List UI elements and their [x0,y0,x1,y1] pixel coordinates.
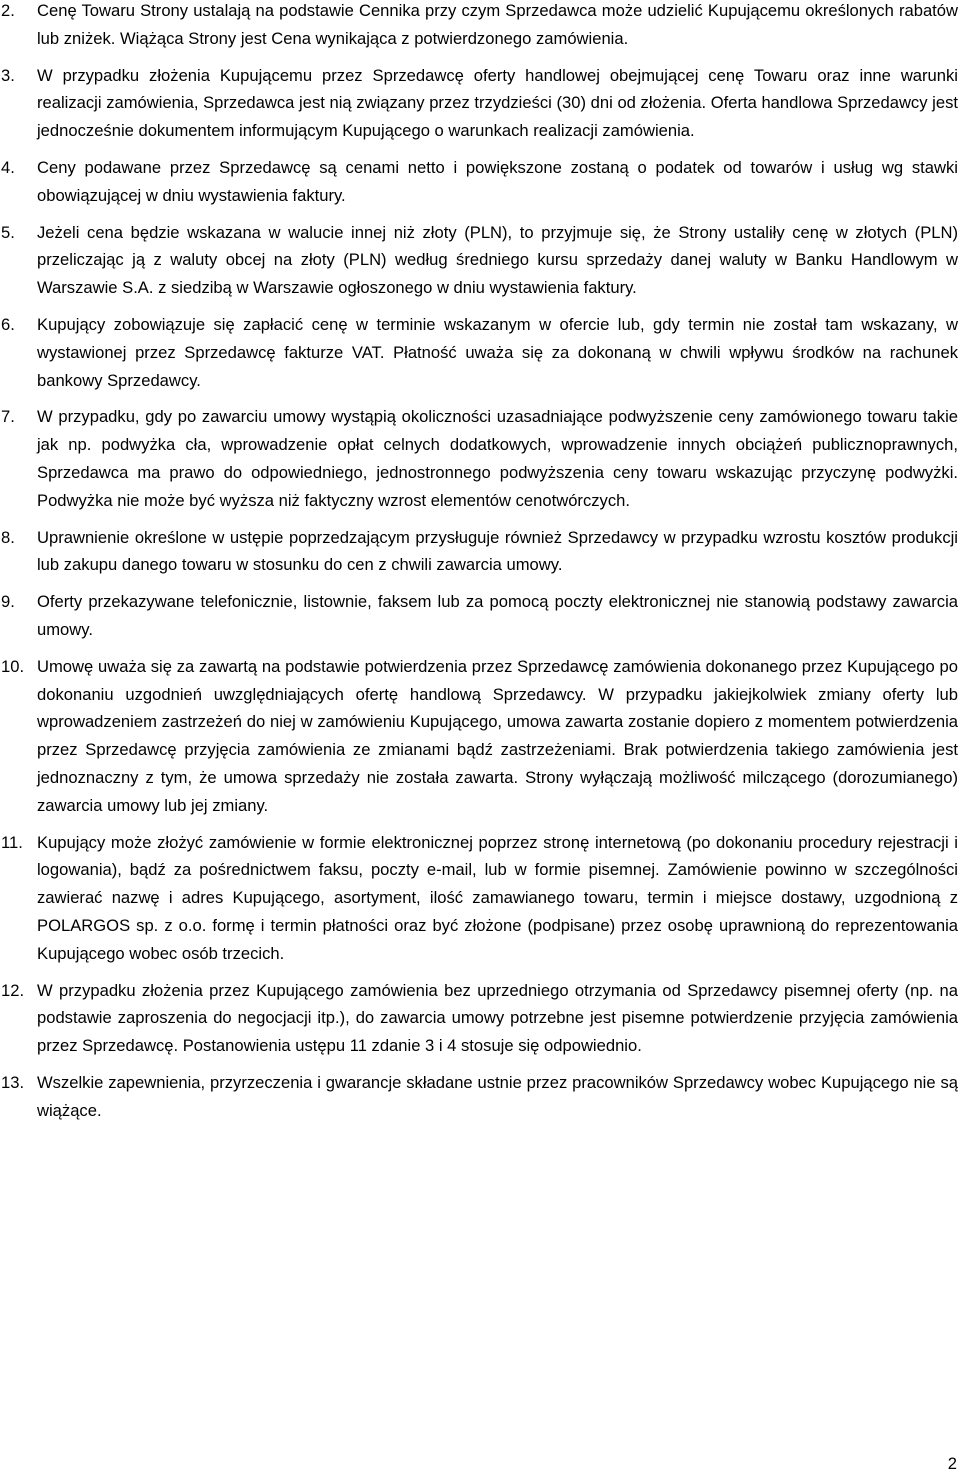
item-number: 12. [1,980,25,1000]
item-number: 2. [1,1,15,20]
list-item [0,62,960,145]
item-number: 10. [1,656,25,676]
list-item [0,829,960,968]
item-number: 11. [1,832,23,852]
item-text: W przypadku złożenia przez Kupującego zamówienia bez uprzedniego otrzymania od Sprzedawcy pisemnej oferty (np. na podstawie zaproszenia do negocjacji itp.), do zawarcia umowy potrzebne jest pisemne potwierdzenie przyjęcia zamówienia przez Sprzedawcę. Postanowienia ustępu 11 zdanie 3 i 4 stosuje się odpowiednio. [37,980,958,1056]
item-number: 5. [1,222,15,242]
list-item [0,0,960,53]
list-item [0,1069,960,1125]
item-number: 3. [1,65,15,85]
item-number: 8. [1,527,15,547]
item-text: Uprawnienie określone w ustępie poprzedzającym przysługuje również Sprzedawcy w przypadku wzrostu kosztów produkcji lub zakupu danego towaru w stosunku do cen z chwili zawarcia umowy. [37,527,958,575]
list-item [0,524,960,580]
list-item [0,588,960,644]
item-text: Cenę Towaru Strony ustalają na podstawie Cennika przy czym Sprzedawca może udzielić Kupującemu określonych rabatów lub zniżek. Wiążąca Strony jest Cena wynikająca z potwierdzonego zamówienia. [37,1,958,48]
item-text: Ceny podawane przez Sprzedawcę są cenami netto i powiększone zostaną o podatek od towarów i usług wg stawki obowiązującej w dniu wystawienia faktury. [37,157,958,205]
item-number: 7. [1,407,15,427]
list-item [0,311,960,394]
list-item [0,653,960,820]
item-text: Kupujący zobowiązuje się zapłacić cenę w terminie wskazanym w ofercie lub, gdy termin nie został tam wskazany, w wystawionej przez Sprzedawcę fakturze VAT. Płatność uważa się za dokonaną w chwili wpływu środków na rachunek bankowy Sprzedawcy. [37,314,958,390]
item-text: Kupujący może złożyć zamówienie w formie elektronicznej poprzez stronę internetową (po dokonaniu procedury rejestracji i logowania), bądź za pośrednictwem faksu, poczty e-mail, lub w formie pisemnej. Zamówienie powinno w szczególności zawierać nazwę i adres Kupującego, asortyment, ilość zamawianego towaru, termin i miejsce dostawy, uzgodnioną z POLARGOS sp. z o.o. formę i termin płatności oraz być złożone (podpisane) przez osobę uprawnioną do reprezentowania Kupującego wobec osób trzecich. [37,832,958,963]
list-item [0,977,960,1060]
item-text: Jeżeli cena będzie wskazana w walucie innej niż złoty (PLN), to przyjmuje się, że Strony ustaliły cenę w złotych (PLN) przeliczając ją z waluty obcej na złoty (PLN) według średniego kursu sprzedaży danej waluty w Banku Handlowym w Warszawie S.A. z siedzibą w Warszawie ogłoszonego w dniu wystawienia faktury. [37,222,958,298]
page-number: 2 [947,1454,957,1473]
item-text: W przypadku złożenia Kupującemu przez Sprzedawcę oferty handlowej obejmującej cenę Towaru oraz inne warunki realizacji zamówienia, Sprzedawca jest nią związany przez trzydzieści (30) dni od złożenia. Oferta handlowa Sprzedawcy jest jednocześnie dokumentem informującym Kupującego o warunkach realizacji zamówienia. [37,65,958,141]
list-item [0,154,960,210]
item-text: Umowę uważa się za zawartą na podstawie potwierdzenia przez Sprzedawcę zamówienia dokonanego przez Kupującego po dokonaniu uzgodnień uwzględniających ofertę handlową Sprzedawcy. W przypadku jakiejkolwiek zmiany oferty lub wprowadzeniem zastrzeżeń do niej w zamówieniu Kupującego, umowa zawarta zostanie dopiero z momentem potwierdzenia przez Sprzedawcę przyjęcia zamówienia ze zmianami bądź zastrzeżeniami. Brak potwierdzenia takiego zamówienia jest jednoznaczny z tym, że umowa sprzedaży nie została zawarta. Strony wyłączają możliwość milczącego (dorozumianego) zawarcia umowy lub jej zmiany. [37,656,958,815]
item-number: 13. [1,1072,25,1092]
item-text: Wszelkie zapewnienia, przyrzeczenia i gwarancje składane ustnie przez pracowników Sprzedawcy wobec Kupującego nie są wiążące. [37,1072,958,1120]
item-number: 9. [1,592,15,612]
list-item [0,219,960,302]
item-text: Oferty przekazywane telefonicznie, listownie, faksem lub za pomocą poczty elektronicznej nie stanowią podstawy zawarcia umowy. [37,592,958,639]
list-item [0,403,960,514]
item-number: 6. [1,314,15,334]
item-number: 4. [1,157,15,177]
item-text: W przypadku, gdy po zawarciu umowy wystąpią okoliczności uzasadniające podwyższenie ceny zamówionego towaru takie jak np. podwyżka cła, wprowadzenie opłat celnych dodatkowych, wprowadzenie innych obciążeń publicznoprawnych, Sprzedawca ma prawo do odpowiedniego, jednostronnego podwyższenia ceny towaru wskazując przyczynę podwyżki. Podwyżka nie może być wyższa niż faktyczny wzrost elementów cenotwórczych. [37,407,958,510]
